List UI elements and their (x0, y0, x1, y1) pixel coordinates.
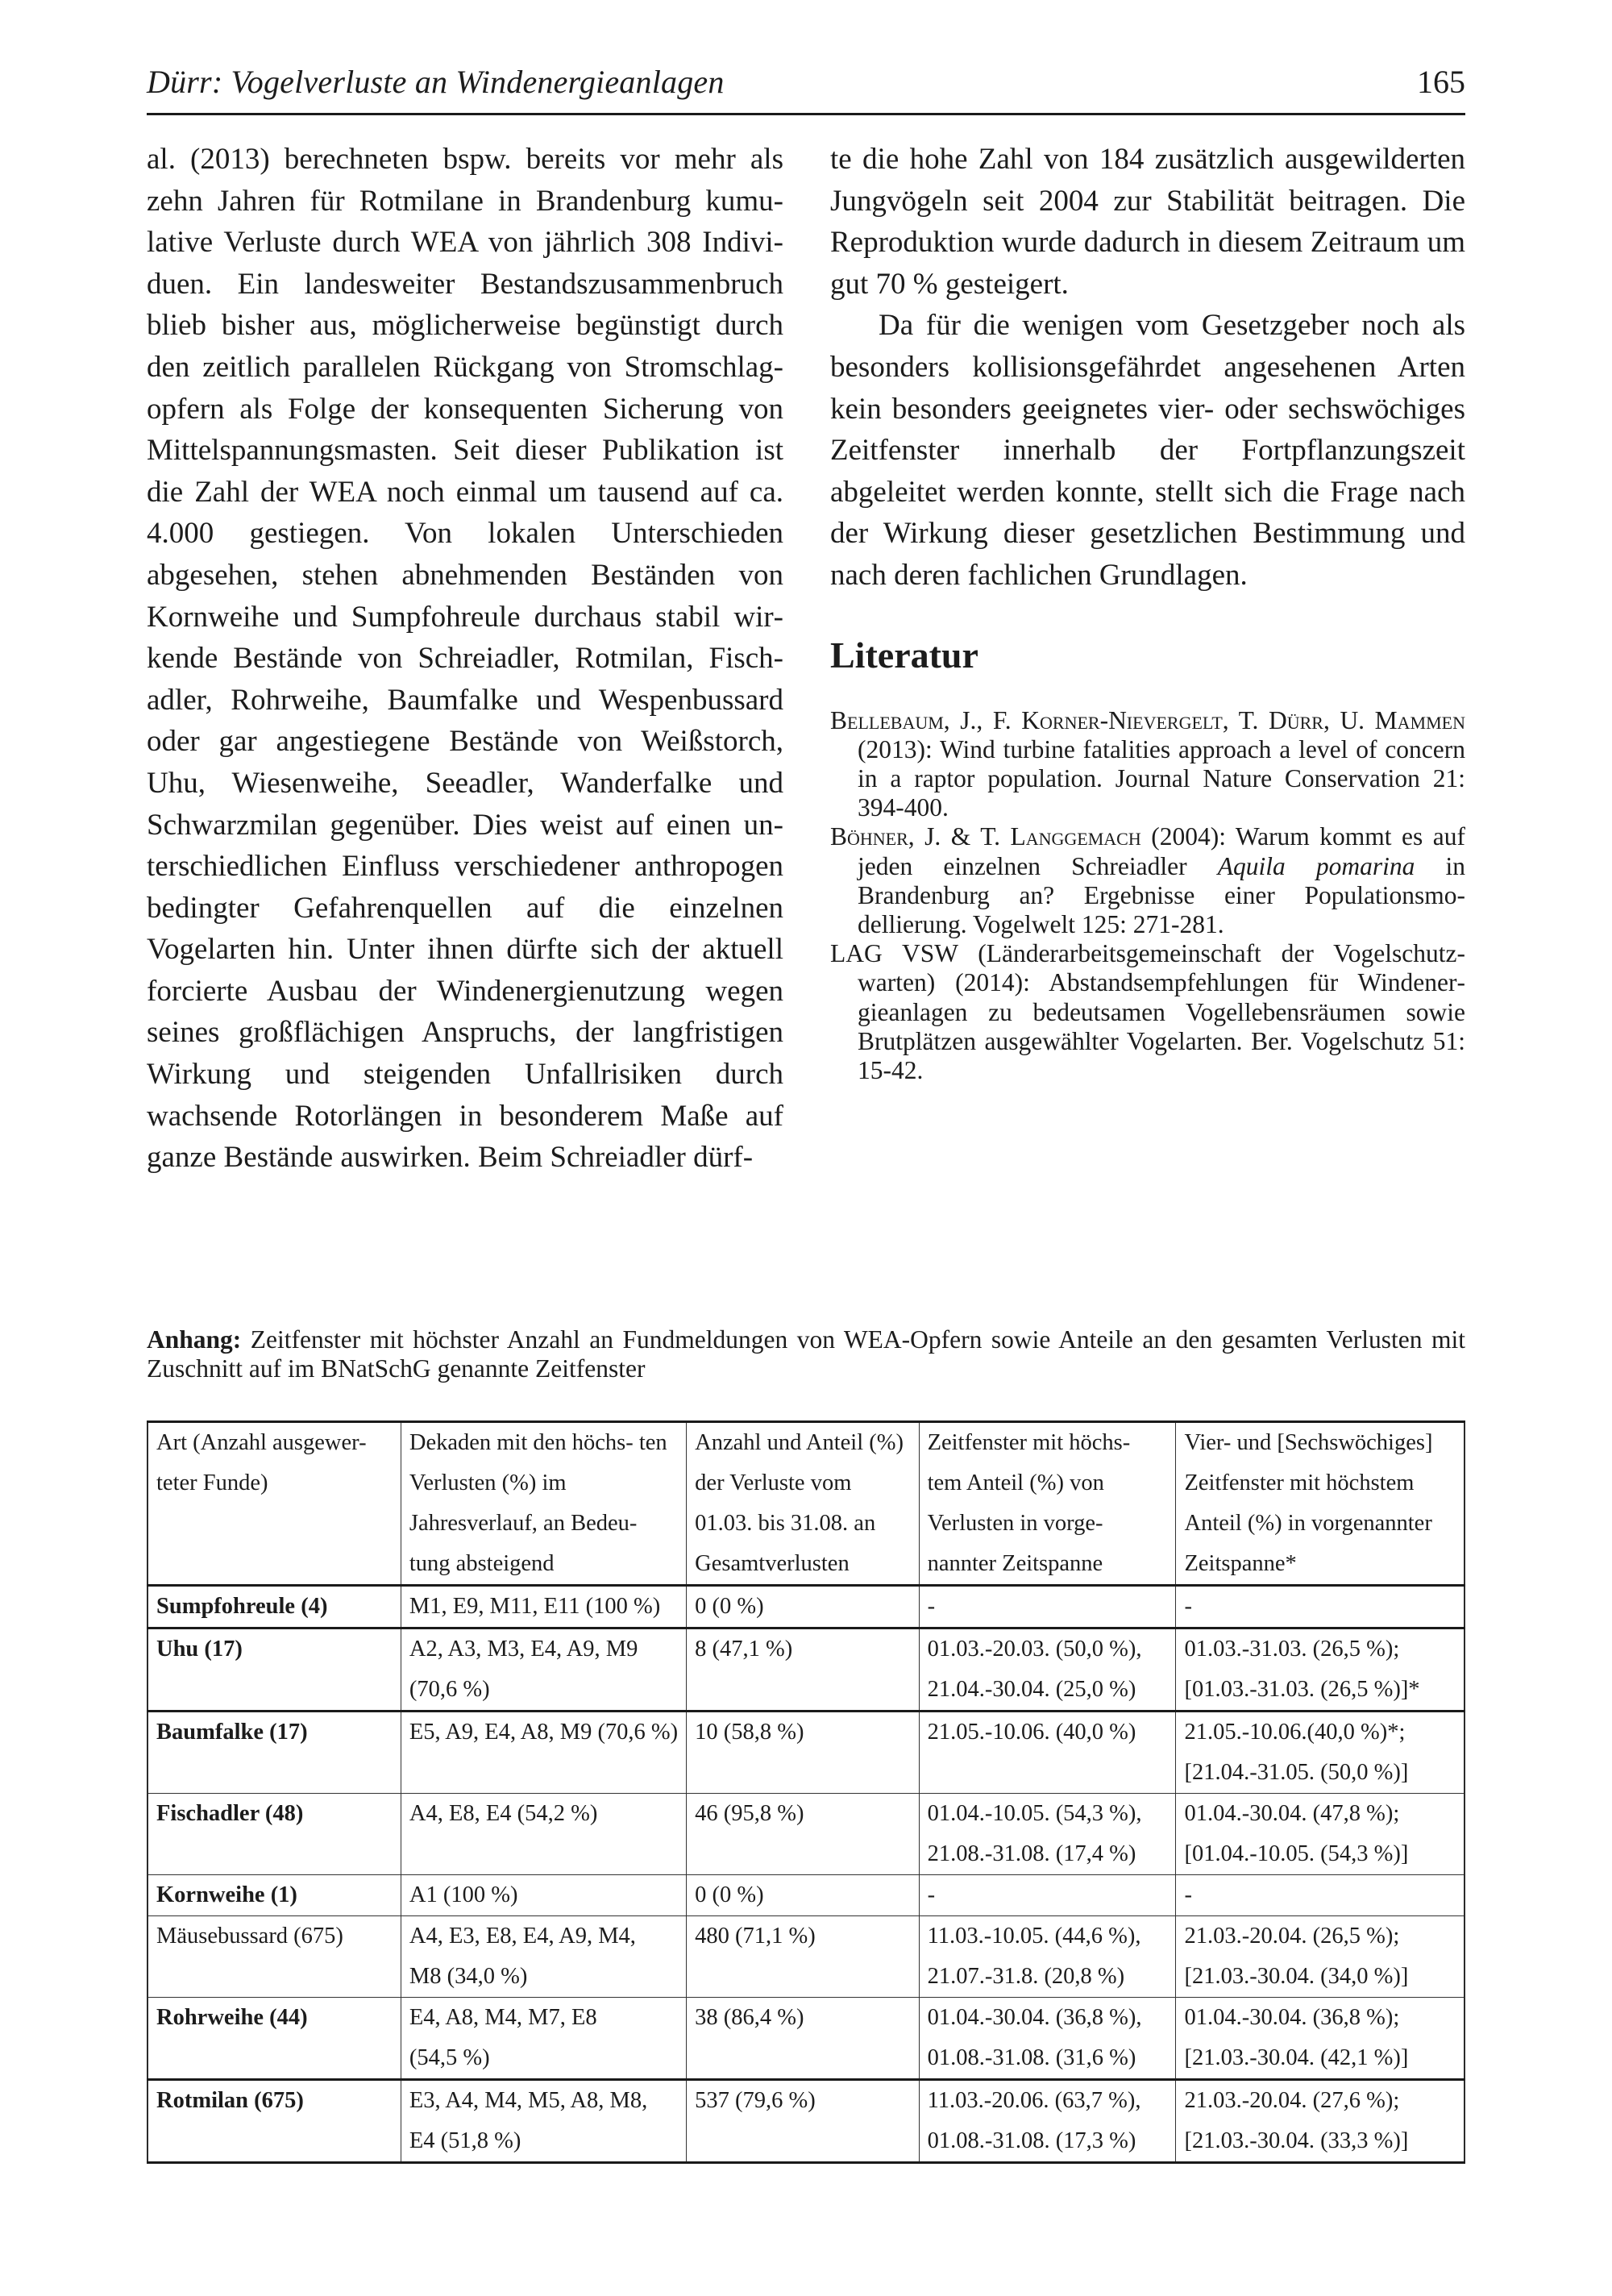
header-line: 01.03. bis 31.08. an (695, 1511, 876, 1536)
cell-line: 01.04.-30.04. (47,8 %); (1184, 1801, 1400, 1826)
decades-cell (401, 1712, 686, 1794)
cell-line: 01.04.-30.04. (36,8 %), (927, 2005, 1142, 2030)
header-line: Zeitfenster mit höchstem (1184, 1470, 1415, 1495)
table-row (147, 1586, 1465, 1628)
decades-cell (401, 2080, 686, 2163)
header-line: ten Verlusten (%) im (409, 1430, 667, 1495)
cell-line: 01.03.-20.03. (50,0 %), (927, 1637, 1142, 1662)
right-column (830, 139, 1465, 1085)
header-four-six-week (1176, 1422, 1465, 1586)
decades-cell (401, 1586, 686, 1628)
decades-cell (401, 1998, 686, 2080)
reference-authors: Böhner, J. & T. Langgemach (830, 822, 1141, 851)
reference-item (830, 706, 1465, 823)
reference-text: (2013): Wind turbine fatalities approach a level of concern in a raptor population. Journal Nature Conservation 21: 394-400. (858, 734, 1465, 822)
species-cell: Rohrweihe (44) (147, 1998, 401, 2080)
cell-line: 21.05.-10.06.(40,0 %)*; (1184, 1720, 1406, 1745)
species-cell: Baumfalke (17) (147, 1712, 401, 1794)
reference-authors: Bellebaum, J., F. Korner-Nievergelt, T. Dürr, U. Mammen (830, 705, 1465, 734)
header-line: Vier- und [Sechswöchiges] (1184, 1430, 1433, 1455)
cell-line: [01.03.-31.03. (26,5 %)]* (1184, 1677, 1420, 1702)
header-line: tung absteigend (409, 1551, 555, 1576)
cell-line: E3, A4, M4, M5, A8, M8, (409, 2088, 648, 2113)
four-six-week-cell (1176, 1794, 1465, 1875)
reference-item (830, 939, 1465, 1085)
four-six-week-cell (1176, 1586, 1465, 1628)
count-share-cell: 10 (58,8 %) (687, 1712, 919, 1794)
decades-cell (401, 1628, 686, 1712)
cell-line: M1, E9, M11, E11 (100 %) (409, 1594, 661, 1619)
appendix-table (147, 1420, 1465, 2164)
table-header-row (147, 1422, 1465, 1586)
cell-line: 01.04.-10.05. (54,3 %), (927, 1801, 1142, 1826)
window-cell (919, 1998, 1176, 2080)
species-cell: Uhu (17) (147, 1628, 401, 1712)
reference-text: LAG VSW (Länderarbeitsgemeinschaft der Vogelschutzwarten) (2014): Abstandsempfehlungen für Windenergieanlagen zu bedeutsamen Vogellebensräumen sowie Brutplätzen ausgewählter Vogelarten. Ber. Vogelschutz 51: 15-42. (830, 939, 1465, 1084)
cell-line: [21.03.-30.04. (34,0 %)] (1184, 1964, 1409, 1989)
cell-line: 01.08.-31.08. (17,3 %) (927, 2128, 1136, 2153)
table-row (147, 1712, 1465, 1794)
four-six-week-cell (1176, 1916, 1465, 1998)
reference-item (830, 822, 1465, 939)
window-cell (919, 1794, 1176, 1875)
four-six-week-cell (1176, 1875, 1465, 1916)
window-cell (919, 1875, 1176, 1916)
running-head (147, 63, 1465, 115)
cell-line: - (927, 1594, 936, 1619)
cell-line: 21.08.-31.08. (17,4 %) (927, 1841, 1136, 1866)
cell-line: [21.03.-30.04. (42,1 %)] (1184, 2045, 1409, 2070)
header-line: Jahresverlauf, an Bedeu- (409, 1511, 638, 1536)
table-row (147, 1794, 1465, 1875)
window-cell (919, 1628, 1176, 1712)
decades-cell (401, 1794, 686, 1875)
header-line: tem Anteil (%) von (927, 1470, 1104, 1495)
four-six-week-cell (1176, 2080, 1465, 2163)
cell-line: 11.03.-20.06. (63,7 %), (927, 2088, 1141, 2113)
reference-text: in Brandenburg an? Ergebnisse einer Populationsmodellierung. Vogelwelt 125: 271-281. (858, 851, 1465, 938)
cell-line: 11.03.-10.05. (44,6 %), (927, 1924, 1141, 1949)
cell-line: 01.03.-31.03. (26,5 %); (1184, 1637, 1400, 1662)
cell-line: - (1184, 1594, 1192, 1619)
table-row (147, 1875, 1465, 1916)
species-cell: Mäusebussard (675) (147, 1916, 401, 1998)
species-cell: Sumpfohreule (4) (147, 1586, 401, 1628)
header-line: Art (Anzahl ausgewer- (156, 1430, 367, 1455)
window-cell (919, 1586, 1176, 1628)
caption-label: Anhang: (147, 1325, 242, 1354)
header-line: Verlusten in vorge- (927, 1511, 1103, 1536)
header-line: Zeitspanne* (1184, 1551, 1297, 1576)
cell-line: 01.04.-30.04. (36,8 %); (1184, 2005, 1400, 2030)
cell-line: 21.03.-20.04. (26,5 %); (1184, 1924, 1400, 1949)
four-six-week-cell (1176, 1712, 1465, 1794)
cell-line: 01.08.-31.08. (31,6 %) (927, 2045, 1136, 2070)
count-share-cell: 0 (0 %) (687, 1586, 919, 1628)
header-line: Anzahl und Anteil (695, 1430, 864, 1455)
body-paragraph: Da für die wenigen vom Gesetzgeber noch als besonders kollisionsgefährdet angesehenen Arten kein besonders geeignetes vier- oder sechswöchiges Zeitfenster innerhalb der Fortpflanzungszeit abgeleitet werden konnte, stellt sich die Frage nach der Wirkung dieser gesetzlichen Bestimmung und nach deren fachlichen Grundlagen. (830, 309, 1465, 592)
cell-line: A4, E8, E4 (54,2 %) (409, 1801, 598, 1826)
count-share-cell: 38 (86,4 %) (687, 1998, 919, 2080)
caption-text: Zeitfenster mit höchster Anzahl an Fundmeldungen von WEA-Opfern sowie Anteile an den gesamten Verlusten mit Zuschnitt auf im BNatSchG genannte Zeitfenster (147, 1325, 1465, 1383)
cell-line: 21.07.-31.8. (20,8 %) (927, 1964, 1125, 1989)
running-head-title: Dürr: Vogelverluste an Windenergieanlagen (147, 64, 725, 100)
header-line: Zeitfenster mit höchs- (927, 1430, 1131, 1455)
cell-line: [21.03.-30.04. (33,3 %)] (1184, 2128, 1409, 2153)
cell-line: [21.04.-31.05. (50,0 %)] (1184, 1760, 1409, 1785)
cell-line: E5, A9, E4, A8, M9 (70,6 %) (409, 1720, 679, 1745)
appendix-caption (147, 1325, 1465, 1383)
window-cell (919, 1712, 1176, 1794)
cell-line: - (1184, 1882, 1192, 1907)
count-share-cell: 8 (47,1 %) (687, 1628, 919, 1712)
table-row (147, 2080, 1465, 2163)
four-six-week-cell (1176, 1628, 1465, 1712)
cell-line: (70,6 %) (409, 1677, 490, 1702)
header-window (919, 1422, 1176, 1586)
species-cell: Fischadler (48) (147, 1794, 401, 1875)
species-name: Aquila pomarina (1217, 851, 1415, 880)
window-cell (919, 1916, 1176, 1998)
cell-line: M8 (34,0 %) (409, 1964, 528, 1989)
page-number: 165 (1417, 64, 1465, 100)
species-cell: Rotmilan (675) (147, 2080, 401, 2163)
reference-text: (2004): Warum kommt es auf jeden einzelnen Schreiadler (858, 822, 1466, 880)
cell-line: [01.04.-10.05. (54,3 %)] (1184, 1841, 1409, 1866)
window-cell (919, 2080, 1176, 2163)
header-species (147, 1422, 401, 1586)
literature-heading: Literatur (830, 634, 978, 676)
cell-line: A1 (100 %) (409, 1882, 518, 1907)
cell-line: - (927, 1882, 936, 1907)
header-line: (%) der Verluste vom (695, 1430, 904, 1495)
decades-cell (401, 1916, 686, 1998)
species-cell: Kornweihe (1) (147, 1875, 401, 1916)
header-count-share (687, 1422, 919, 1586)
four-six-week-cell (1176, 1998, 1465, 2080)
cell-line: A4, E3, E8, E4, A9, M4, (409, 1924, 636, 1949)
cell-line: 21.05.-10.06. (40,0 %) (927, 1720, 1136, 1745)
count-share-cell: 46 (95,8 %) (687, 1794, 919, 1875)
cell-line: 21.03.-20.04. (27,6 %); (1184, 2088, 1400, 2113)
header-decades (401, 1422, 686, 1586)
cell-line: A2, A3, M3, E4, A9, M9 (409, 1637, 638, 1662)
reference-list (830, 706, 1465, 1086)
count-share-cell: 480 (71,1 %) (687, 1916, 919, 1998)
left-column (147, 139, 783, 1179)
count-share-cell: 537 (79,6 %) (687, 2080, 919, 2163)
header-line: nannter Zeitspanne (927, 1551, 1103, 1576)
cell-line: E4, A8, M4, M7, E8 (409, 2005, 597, 2030)
body-paragraph: te die hohe Zahl von 184 zusätzlich ausgewilderten Jungvögeln seit 2004 zur Stabilität beitragen. Die Reproduktion wurde dadurch in diesem Zeitraum um gut 70 % gesteigert. (830, 143, 1465, 301)
cell-line: (54,5 %) (409, 2045, 490, 2070)
header-line: Gesamtverlusten (695, 1551, 850, 1576)
decades-cell (401, 1875, 686, 1916)
body-paragraph: al. (2013) berechneten bspw. bereits vor mehr als zehn Jahren für Rotmilane in Brandenburg kumulative Verluste durch WEA von jährlich 308 Individuen. Ein landesweiter Bestandszusammenbruch blieb bisher aus, möglicherweise begünstigt durch den zeitlich parallelen Rückgang von Stromschlagopfern als Folge der konsequenten Sicherung von Mittelspannungsmasten. Seit dieser Publikation ist die Zahl der WEA noch einmal um tausend auf ca. 4.000 gestiegen. Von lokalen Unterschieden abgesehen, stehen abnehmenden Beständen von Kornweihe und Sumpfohreule durchaus stabil wirkende Bestände von Schreiadler, Rotmilan, Fischadler, Rohrweihe, Baumfalke und Wespenbussard oder gar angestiegene Bestände von Weißstorch, Uhu, Wiesenweihe, Seeadler, Wanderfalke und Schwarzmilan gegenüber. Dies weist auf einen unterschiedlichen Einfluss verschiedener anthropogen bedingter Gefahrenquellen auf die einzelnen Vogelarten hin. Unter ihnen dürfte sich der aktuell forcierte Ausbau der Windenergienutzung wegen seines großflächigen Anspruchs, der langfristigen Wirkung und steigenden Unfallrisiken durch wachsende Rotorlängen in besonderem Maße auf ganze Bestände auswirken. Beim Schreiadler dürf- (147, 143, 783, 1175)
table-row (147, 1998, 1465, 2080)
header-line: Dekaden mit den höchs- (409, 1430, 634, 1455)
table-row (147, 1916, 1465, 1998)
header-line: Anteil (%) in vorgenannter (1184, 1511, 1432, 1536)
table-row (147, 1628, 1465, 1712)
cell-line: 21.04.-30.04. (25,0 %) (927, 1677, 1136, 1702)
count-share-cell: 0 (0 %) (687, 1875, 919, 1916)
header-line: teter Funde) (156, 1470, 268, 1495)
cell-line: E4 (51,8 %) (409, 2128, 521, 2153)
